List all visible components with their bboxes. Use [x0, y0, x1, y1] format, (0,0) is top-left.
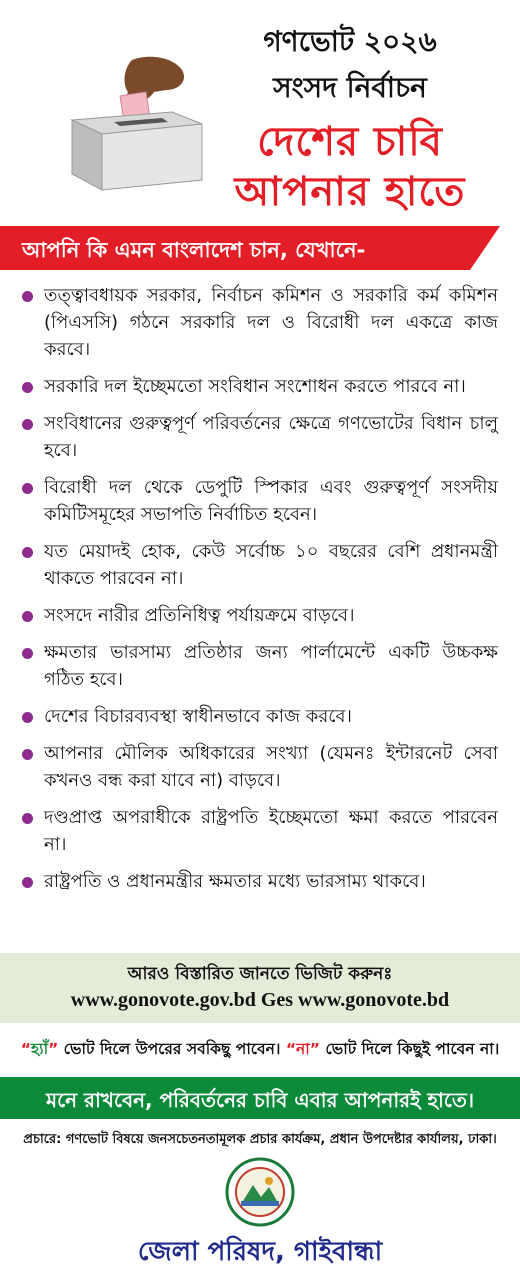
list-item: [18, 282, 498, 363]
yes-text: ভোট দিলে উপরের সবকিছু পাবেন।: [58, 1040, 286, 1058]
bullet-icon: [22, 291, 33, 302]
bullet-icon: [22, 749, 33, 760]
reform-points-list: [18, 282, 498, 905]
yes-word: হ্যাঁ: [30, 1040, 49, 1058]
list-item: [18, 602, 498, 629]
list-item: [18, 639, 498, 693]
title-line-2: সংসদ নির্বাচন: [273, 71, 427, 104]
quote-close-no: ”: [309, 1040, 320, 1058]
bullet-icon: [22, 648, 33, 659]
bullet-icon: [22, 813, 33, 824]
quote-open-no: “: [285, 1040, 297, 1058]
question-banner: [0, 226, 520, 270]
no-word: না: [296, 1040, 310, 1058]
list-item: [18, 538, 498, 592]
district-council-name: জেলা পরিষদ, গাইবান্ধা: [137, 1237, 383, 1267]
bullet-icon: [22, 611, 33, 622]
bullet-icon: [22, 877, 33, 888]
info-box: [0, 953, 520, 1023]
list-item-text: ক্ষমতার ভারসাম্য প্রতিষ্ঠার জন্য পার্লামেন্টে একটি উচ্চকক্ষ গঠিত হবে।: [44, 642, 498, 690]
header: [0, 0, 520, 220]
headline-line-2: আপনার হাতে: [234, 169, 466, 215]
list-item-text: সরকারি দল ইচ্ছেমতো সংবিধান সংশোধন করতে পারবে না।: [44, 376, 466, 397]
list-item: [18, 474, 498, 528]
list-item: [18, 868, 498, 895]
list-item-text: রাষ্ট্রপতি ও প্রধানমন্ত্রীর ক্ষমতার মধ্যে ভারসাম্য থাকবে।: [44, 871, 426, 892]
list-item-text: দেশের বিচারব্যবস্থা স্বাধীনভাবে কাজ করবে।: [44, 706, 352, 727]
bullet-icon: [22, 382, 33, 393]
bullet-icon: [22, 712, 33, 723]
list-item: [18, 740, 498, 794]
list-item: [18, 373, 498, 400]
list-item-text: বিরোধী দল থেকে ডেপুটি স্পিকার এবং গুরুত্বপূর্ণ সংসদীয় কমিটিসমূহের সভাপতি নির্বাচিত হবেন।: [44, 477, 498, 525]
list-item-text: তত্ত্বাবধায়ক সরকার, নির্বাচন কমিশন ও সরকারি কর্ম কমিশন (পিএসসি) গঠনে সরকারি দল ও বিরোধী দল একত্রে কাজ করবে।: [44, 285, 498, 360]
list-item-text: যত মেয়াদই হোক, কেউ সর্বোচ্চ ১০ বছরের বেশি প্রধানমন্ত্রী থাকতে পারবেন না।: [44, 541, 498, 589]
list-item-text: আপনার মৌলিক অধিকারের সংখ্যা (যেমনঃ ইন্টারনেট সেবা কখনও বন্ধ করা যাবে না) বাড়বে।: [44, 743, 498, 791]
list-item: [18, 410, 498, 464]
yes-no-statement: [0, 1037, 520, 1063]
district-council-logo-icon: [225, 1157, 295, 1227]
bullet-icon: [22, 547, 33, 558]
title-line-1: গণভোট ২০২৬: [263, 25, 437, 58]
ballot-box-icon: [62, 52, 212, 192]
publisher-credit: প্রচারে: গণভোট বিষয়ে জনসচেতনতামূলক প্রচার কার্যক্রম, প্রধান উপদেষ্টার কার্যালয়, ঢাকা।: [23, 1132, 497, 1147]
bullet-icon: [22, 483, 33, 494]
quote-open: “: [20, 1040, 31, 1058]
list-item-text: সংবিধানের গুরুত্বপূর্ণ পরিবর্তনের ক্ষেত্রে গণভোটের বিধান চালু হবে।: [44, 413, 498, 461]
banner-text: আপনি কি এমন বাংলাদেশ চান, যেখানে-: [22, 238, 366, 262]
reminder-text: মনে রাখবেন, পরিবর্তনের চাবি এবার আপনারই হাতে।: [45, 1088, 475, 1112]
list-item: [18, 804, 498, 858]
list-item: [18, 703, 498, 730]
headline-line-1: দেশের চাবি: [257, 119, 443, 165]
list-item-text: সংসদে নারীর প্রতিনিধিত্ব পর্যায়ক্রমে বাড়বে।: [44, 605, 355, 626]
quote-close: ”: [48, 1040, 59, 1058]
info-label: আরও বিস্তারিত জানতে ভিজিট করুনঃ: [127, 964, 393, 984]
list-item-text: দণ্ডপ্রাপ্ত অপরাধীকে রাষ্ট্রপতি ইচ্ছেমতো ক্ষমা করতে পারবেন না।: [44, 807, 498, 855]
no-text: ভোট দিলে কিছুই পাবেন না।: [319, 1040, 500, 1058]
website-links[interactable]: www.gonovote.gov.bd Ges www.gonovote.bd: [70, 989, 450, 1011]
bullet-icon: [22, 419, 33, 430]
reminder-banner: [0, 1077, 520, 1119]
